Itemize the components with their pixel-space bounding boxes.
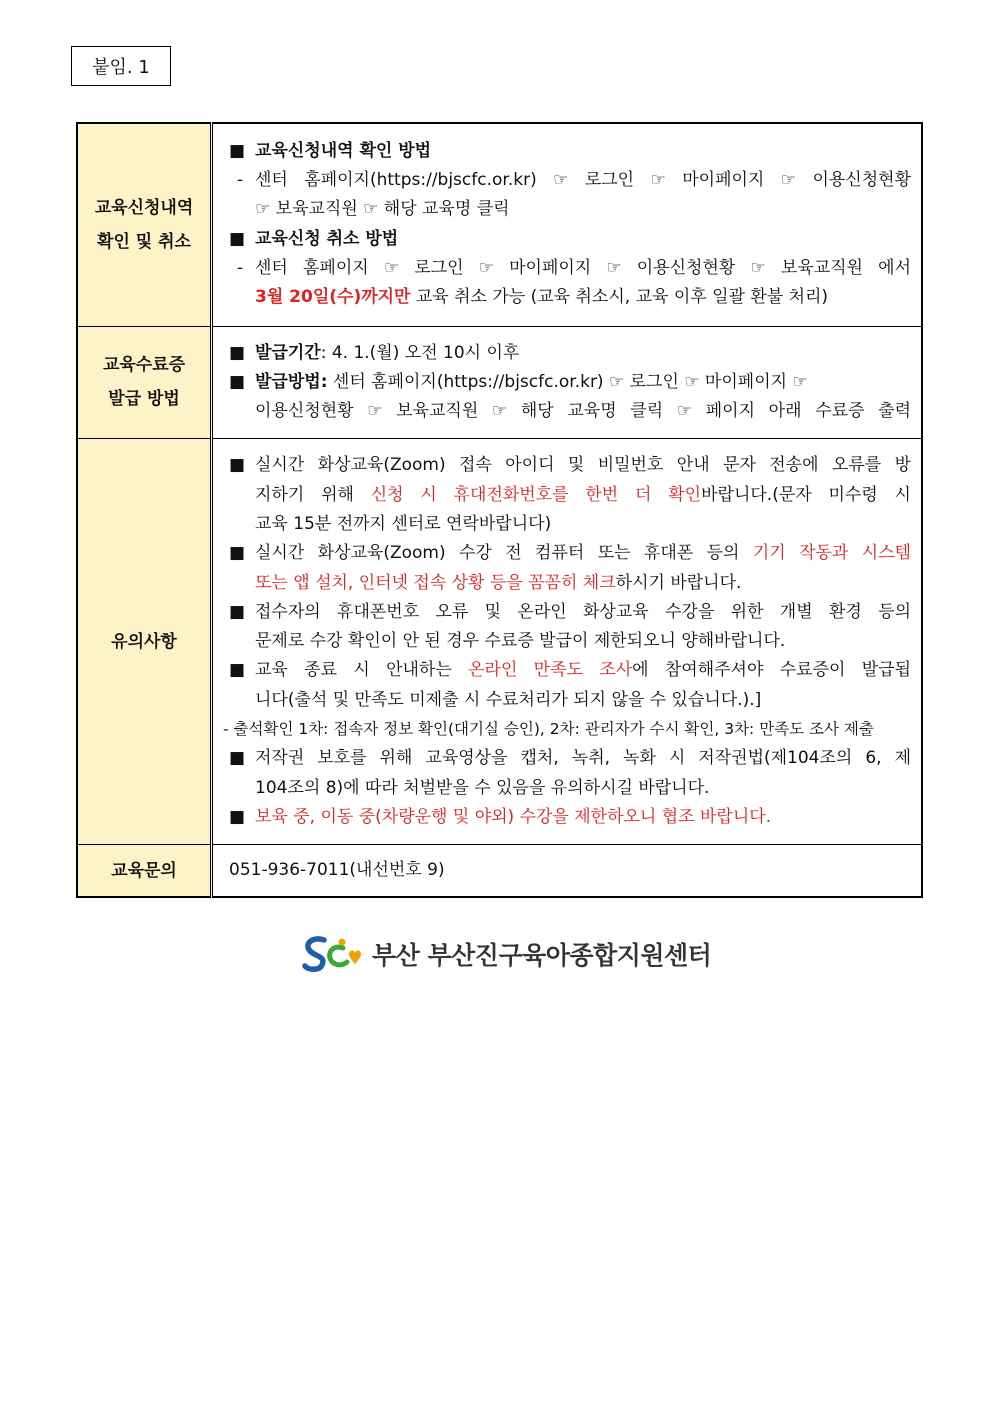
note-item: ■ 교육 종료 시 안내하는 온라인 만족도 조사에 참여해주셔야 수료증이 발급됩 니다(출석 및 만족도 미제출 시 수료처리가 되지 않을 수 있습니다.).] [229,660,911,710]
row-body-check-cancel [212,123,923,326]
row-header-check-cancel: 교육신청내역 확인 및 취소 [77,123,212,326]
issue-method: ■ 발급방법: 센터 홈페이지(https://bjscfc.or.kr) ☞ 로그인 ☞ 마이페이지 ☞ [229,371,808,392]
cancel-title: ■ 교육신청 취소 방법 [229,228,399,249]
issue-method-line-2: 이용신청현황 ☞ 보육교직원 ☞ 해당 교육명 클릭 ☞ 페이지 아래 수료증 출력 [255,401,911,422]
footer [302,934,711,974]
row-body-notes [212,439,923,845]
contact-phone: 051-936-7011(내선번호 9) [212,845,923,897]
table-row-notes [77,439,922,845]
cancel-step-line-2: 3월 20일(수)까지만 교육 취소 가능 (교육 취소시, 교육 이후 일괄 환불 처리) [255,287,829,308]
cancel-deadline: 3월 20일(수)까지만 [255,287,411,308]
row-header-certificate: 교육수료증 발급 방법 [77,326,212,439]
row-header-contact: 교육문의 [77,845,212,897]
table-row-contact [77,845,922,897]
row-body-certificate [212,326,923,439]
note-item: ■ 저작권 보호를 위해 교육영상을 캡처, 녹취, 녹화 시 저작권법(제104조의 6, 제 104조의 8)에 따라 처벌받을 수 있음을 유의하시길 바랍니다. [229,748,911,798]
issue-period: ■ 발급기간: 4. 1.(월) 오전 10시 이후 [229,342,520,363]
check-step-line: - 센터 홈페이지(https://bjscfc.or.kr) ☞ 로그인 ☞ 마이페이지 ☞ 이용신청현황 [237,170,911,191]
note-item: ■ 실시간 화상교육(Zoom) 접속 아이디 및 비밀번호 안내 문자 전송에 오류를 방 지하기 위해 신청 시 휴대전화번호를 한번 더 확인바랍니다.(문자 미수령 시 교육 15분 전까지 센터로 연락바랍니다) [229,455,911,534]
table-row-certificate [77,326,922,439]
center-logo-icon [302,934,366,974]
note-item: ■ 보육 중, 이동 중(차량운행 및 야외) 수강을 제한하오니 협조 바랍니다. [229,806,772,827]
table-row-check-cancel [77,123,922,326]
org-name: 부산 부산진구육아종합지원센터 [372,941,712,970]
check-step-line-2: ☞ 보육교직원 ☞ 해당 교육명 클릭 [255,199,510,220]
row-header-notes: 유의사항 [77,439,212,845]
attachment-label: 붙임. 1 [71,46,171,86]
note-item: ■ 실시간 화상교육(Zoom) 수강 전 컴퓨터 또는 휴대폰 등의 기기 작동과 시스템 또는 앱 설치, 인터넷 접속 상황 등을 꼼꼼히 체크하시기 바랍니다. [229,543,911,593]
check-title: ■ 교육신청내역 확인 방법 [229,140,432,161]
attendance-check-note: - 출석확인 1차: 접속자 정보 확인(대기실 승인), 2차: 관리자가 수시 확인, 3차: 만족도 조사 제출 [223,720,874,739]
info-table [76,122,923,898]
note-item: ■ 접수자의 휴대폰번호 오류 및 온라인 화상교육 수강을 위한 개별 환경 등의 문제로 수강 확인이 안 된 경우 수료증 발급이 제한되오니 양해바랍니다. [229,601,911,652]
cancel-step-line: - 센터 홈페이지 ☞ 로그인 ☞ 마이페이지 ☞ 이용신청현황 ☞ 보육교직원 에서 [237,258,911,279]
